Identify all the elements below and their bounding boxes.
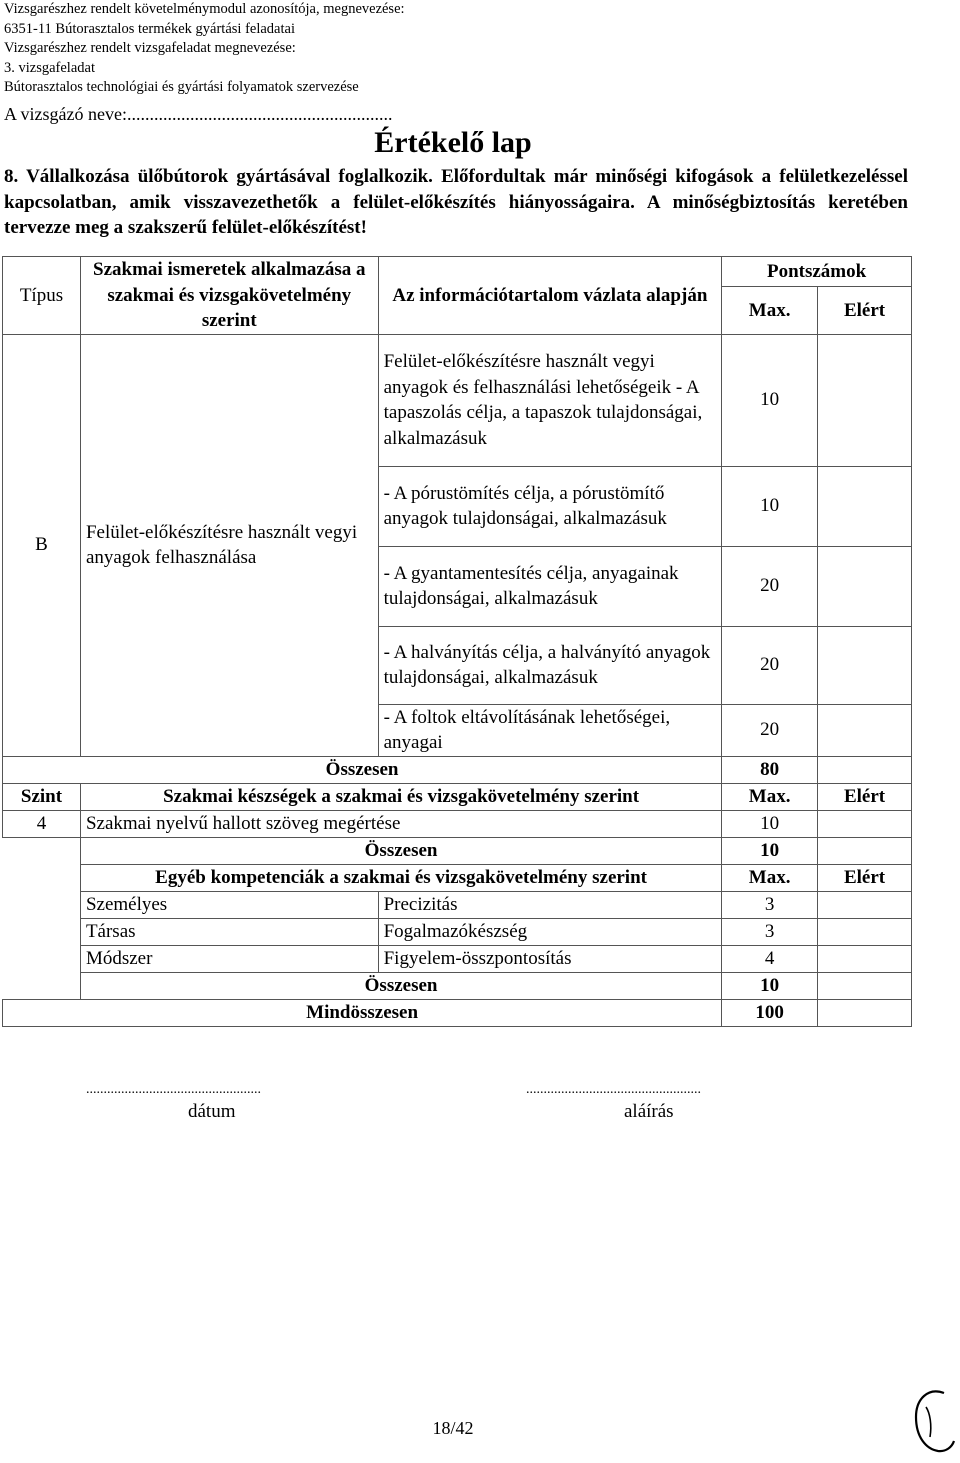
total-achieved [818,837,912,864]
content-item: - A pórustömítés célja, a pórustömítő anyagok tulajdonságai, alkalmazásuk [378,466,722,546]
competency-name: Precizitás [378,891,722,918]
date-dotted-line: .................................................. [86,1082,261,1097]
header-line: 3. vizsgafeladat [4,59,95,76]
competency-category: Személyes [80,891,378,918]
header-achieved: Elért [818,287,912,334]
competency-category: Társas [80,918,378,945]
grand-total-max: 100 [722,999,818,1026]
total-max: 80 [722,756,818,783]
total-max: 10 [722,837,818,864]
header-level: Szint [3,783,81,810]
signature-dotted-line: .................................................. [526,1082,701,1097]
header-other-competencies: Egyéb kompetenciák a szakmai és vizsgakövetelmény szerint [80,864,721,891]
type-value: B [3,334,81,756]
evaluation-table [2,256,912,1027]
header-line: 6351-11 Bútorasztalos termékek gyártási feladatai [4,20,295,37]
grand-total-achieved [818,999,912,1026]
item-achieved [818,334,912,466]
signature-label: aláírás [624,1101,674,1122]
content-item: - A foltok eltávolításának lehetőségei, anyagai [378,704,722,756]
total-label: Összesen [80,972,721,999]
item-max: 20 [722,704,818,756]
item-achieved [818,626,912,704]
total-label: Összesen [80,837,721,864]
topic-cell: Felület-előkészítésre használt vegyi anyagok felhasználása [80,334,378,756]
skill-level: 4 [3,810,81,837]
content-item: Felület-előkészítésre használt vegyi anyagok és felhasználási lehetőségeik - A tapaszolás célja, a tapaszok tulajdonságai, alkalmazásuk [378,334,722,466]
skill-max: 10 [722,810,818,837]
competency-name: Figyelem-összpontosítás [378,945,722,972]
date-label: dátum [188,1101,236,1122]
item-achieved [818,546,912,626]
competency-max: 4 [722,945,818,972]
competency-achieved [818,891,912,918]
competency-achieved [818,918,912,945]
header-content: Az információtartalom vázlata alapján [378,257,722,335]
handwritten-signature [908,1385,956,1457]
item-achieved [818,704,912,756]
competency-max: 3 [722,918,818,945]
header-type: Típus [3,257,81,335]
empty-cell [3,837,81,999]
header-max: Max. [722,783,818,810]
content-item: - A gyantamentesítés célja, anyagainak tulajdonságai, alkalmazásuk [378,546,722,626]
item-achieved [818,466,912,546]
header-achieved: Elért [818,864,912,891]
competency-max: 3 [722,891,818,918]
total-label: Összesen [3,756,722,783]
item-max: 20 [722,546,818,626]
item-max: 10 [722,334,818,466]
header-knowledge: Szakmai ismeretek alkalmazása a szakmai és vizsgakövetelmény szerint [80,257,378,335]
header-points: Pontszámok [722,257,912,287]
item-max: 20 [722,626,818,704]
total-achieved [818,756,912,783]
header-skills: Szakmai készségek a szakmai és vizsgakövetelmény szerint [80,783,721,810]
competency-achieved [818,945,912,972]
item-max: 10 [722,466,818,546]
skill-achieved [818,810,912,837]
page-title: Értékelő lap [374,126,532,159]
grand-total-label: Mindösszesen [3,999,722,1026]
header-line: Vizsgarészhez rendelt követelménymodul azonosítója, megnevezése: [4,1,405,17]
content-item: - A halványítás célja, a halványító anyagok tulajdonságai, alkalmazásuk [378,626,722,704]
header-max: Max. [722,864,818,891]
header-achieved: Elért [818,783,912,810]
total-max: 10 [722,972,818,999]
examinee-name-line: A vizsgázó neve:........................................................... [4,104,393,124]
header-max: Max. [722,287,818,334]
header-line: Vizsgarészhez rendelt vizsgafeladat megnevezése: [4,40,296,57]
skill-text: Szakmai nyelvű hallott szöveg megértése [80,810,721,837]
competency-name: Fogalmazókészség [378,918,722,945]
competency-category: Módszer [80,945,378,972]
document-header [4,0,405,98]
total-achieved [818,972,912,999]
page-number: 18/42 [432,1418,474,1438]
header-line: Bútorasztalos technológiai és gyártási folyamatok szervezése [4,79,359,96]
task-description: 8. Vállalkozása ülőbútorok gyártásával foglalkozik. Előfordultak már minőségi kifogások a felületkezeléssel kapcsolatban, amik visszavezethetők a felület-előkészítés hiányosságaira. A minőségbiztosítás keretében tervezze meg a szakszerű felület-előkészítést! [4,166,908,238]
